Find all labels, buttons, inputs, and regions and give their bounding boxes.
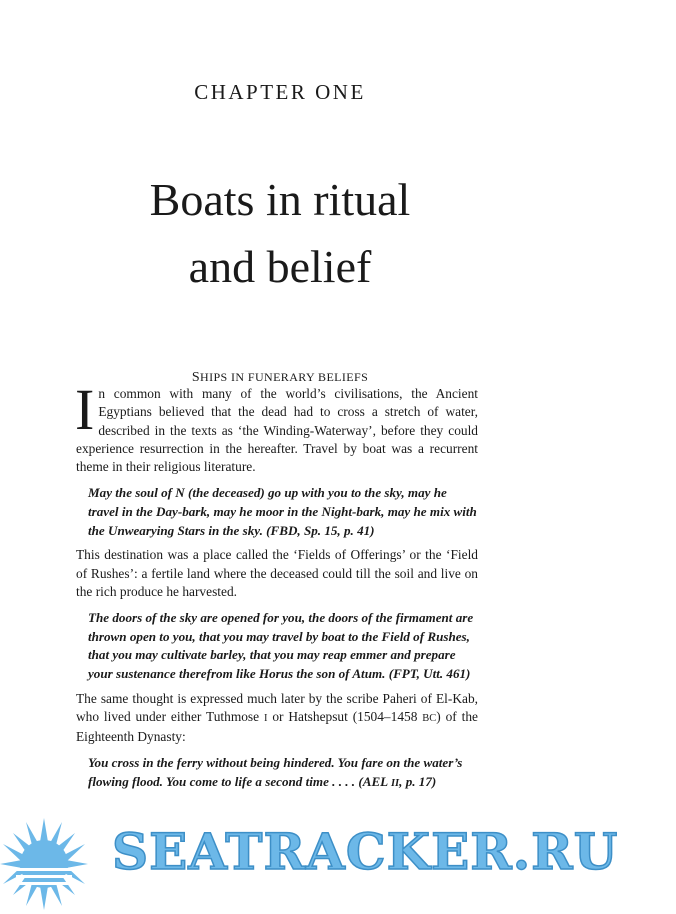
section-heading-rest: HIPS IN FUNERARY BELIEFS — [200, 370, 369, 384]
quote-1: May the soul of N (the deceased) go up with you to the sky, may he travel in the Day-bark, may he moor in the Night-bark, may he mix with the Unwearying Stars in the sky. (FBD, Sp. 15, p. 41) — [88, 485, 477, 538]
paragraph-3-sc1: I — [263, 712, 268, 724]
title-line-1: Boats in ritual — [149, 174, 411, 225]
section-heading-initial: S — [191, 370, 200, 385]
paragraph-3-b: or Hatshepsut (1504–1458 — [267, 708, 423, 724]
title-line-2: and belief — [188, 241, 372, 292]
paragraph-3-c: ) of the Eighteenth Dynasty: — [76, 708, 478, 745]
quote-3-after: , p. 17) — [399, 774, 437, 790]
paragraph-3-a: The same thought is expressed much later by the scribe Paheri of El-Kab, who lived under either Tuthmose — [76, 690, 478, 724]
quote-3-text: You cross in the ferry without being hindered. You fare on the water’s flowing flood. You come to life a second time . . . . (AEL — [88, 755, 463, 790]
paragraph-3 — [76, 690, 478, 747]
chapter-label: CHAPTER ONE — [194, 80, 366, 104]
drop-cap: I — [75, 377, 95, 442]
watermark-text: SEATRACKER.RU — [112, 822, 619, 881]
sun-rays-icon — [0, 818, 88, 910]
quote-2: The doors of the sky are opened for you, the doors of the firmament are thrown open to you, that you may travel by boat to the Field of Rushes, that you may cultivate barley, that you may reap emmer and prepare your sustenance therefrom like Horus the son of Atum. (FPT, Utt. 461) — [88, 610, 474, 681]
paragraph-2: This destination was a place called the ‘Fields of Offerings’ or the ‘Field of Rushes’: a fertile land where the deceased could till the soil and live on the rich produce he harvested. — [76, 547, 478, 599]
paragraph-3-sc2: BC — [422, 712, 437, 724]
paragraph-1-text: n common with many of the world’s civilisations, the Ancient Egyptians believed that the dead had to cross a stretch of water, described in the texts as ‘the Winding-Waterway’, before they could experience resurrection in the hereafter. Travel by boat was a recurrent theme in their religious literature. — [76, 386, 478, 475]
quote-3-sc: II — [390, 778, 400, 790]
quote-3 — [88, 754, 478, 793]
chapter-title — [0, 166, 560, 300]
